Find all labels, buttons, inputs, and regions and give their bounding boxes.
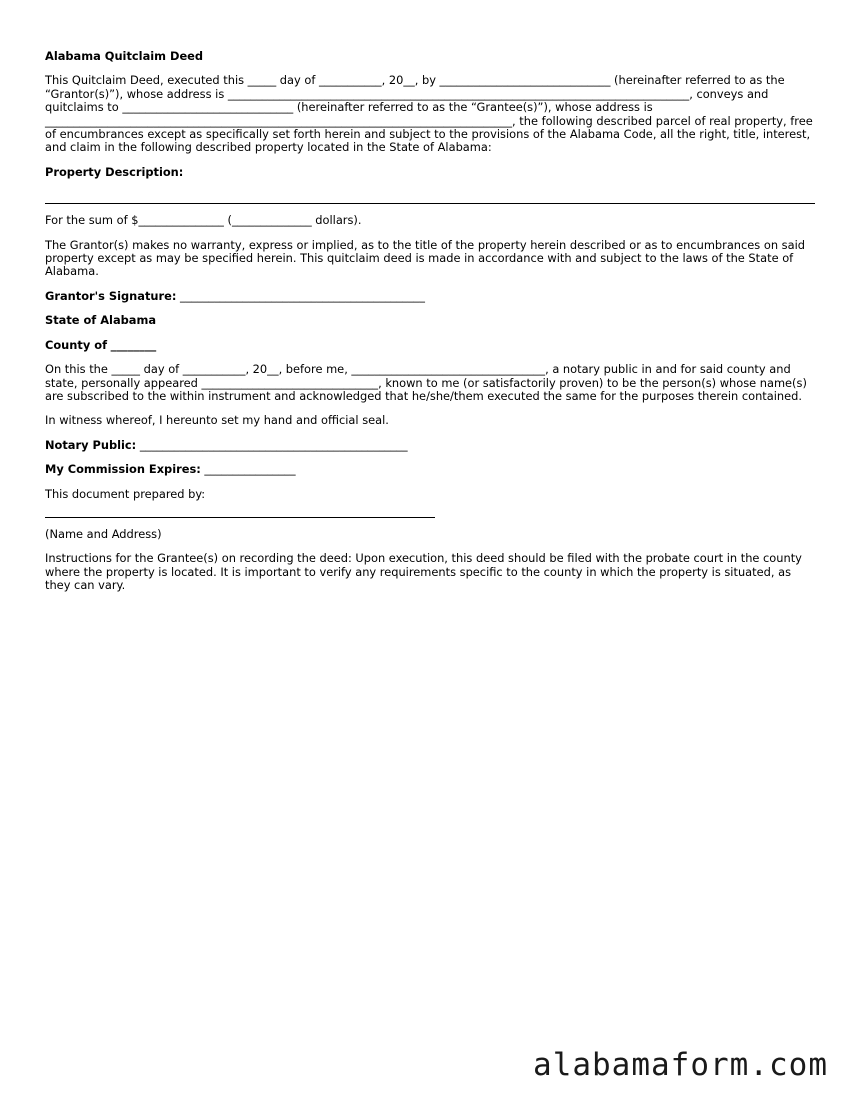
witness-paragraph: In witness whereof, I hereunto set my hand and official seal. [45,413,389,428]
state-heading: State of Alabama [45,313,157,328]
instructions-paragraph: Instructions for the Grantee(s) on recording the deed: Upon execution, this deed should be filed with the probate court in the county where the property is located. It is important to verify any requirements specific to the county in which the property is situated, as they can vary. [45,551,802,593]
property-description-line[interactable] [45,190,815,204]
notary-public-row [45,439,815,452]
watermark-logo: alabamaform.com [533,1047,828,1083]
grantor-signature-label: Grantor's Signature: [45,288,177,303]
grantor-signature-row [45,290,815,303]
commission-label: My Commission Expires: [45,462,201,477]
sum-paragraph: For the sum of $_______________ (______________ dollars). [45,213,362,228]
county-row [45,339,815,352]
county-field[interactable]: ________ [110,337,157,352]
property-description-heading: Property Description: [45,164,184,179]
name-address-label: (Name and Address) [45,526,162,541]
grantor-signature-field[interactable]: ___________________________________________ [180,288,425,303]
commission-row [45,463,815,476]
notary-paragraph: On this the _____ day of ___________, 20__, before me, __________________________________, a notary public in and for said county and state, personally appeared _______________________________, known to me (or satisfactorily proven) to be the person(s) whose name(s) are subscribed to the within instrument and acknowledged that he/she/them executed the same for the purposes therein contained. [45,362,807,403]
intro-paragraph: This Quitclaim Deed, executed this _____ day of ___________, 20__, by ______________________________ (hereinafter referred to as the “Grantor(s)”), whose address is _________________________________________________________________________________, conveys and quitclaims to ______________________________ (hereinafter referred to as the “Grantee(s)”), whose address is __________________________________________________________________________________, the following described parcel of real property, free of encumbrances except as specifically set forth herein and subject to the provisions of the Alabama Code, all the right, title, interest, and claim in the following described property located in the State of Alabama: [45,73,813,155]
prepared-by-line[interactable] [45,501,435,518]
notary-public-field[interactable]: _______________________________________________ [139,437,408,452]
commission-field[interactable]: ________________ [204,462,296,477]
notary-public-label: Notary Public: [45,437,137,452]
county-label: County of [45,337,108,352]
document-title: Alabama Quitclaim Deed [45,49,204,63]
warranty-paragraph: The Grantor(s) makes no warranty, express or implied, as to the title of the property herein described or as to encumbrances on said property except as may be specified herein. This quitclaim deed is made in accordance with and subject to the laws of the State of Alabama. [45,237,805,279]
prepared-by-label: This document prepared by: [45,486,206,501]
document-page [45,50,815,604]
